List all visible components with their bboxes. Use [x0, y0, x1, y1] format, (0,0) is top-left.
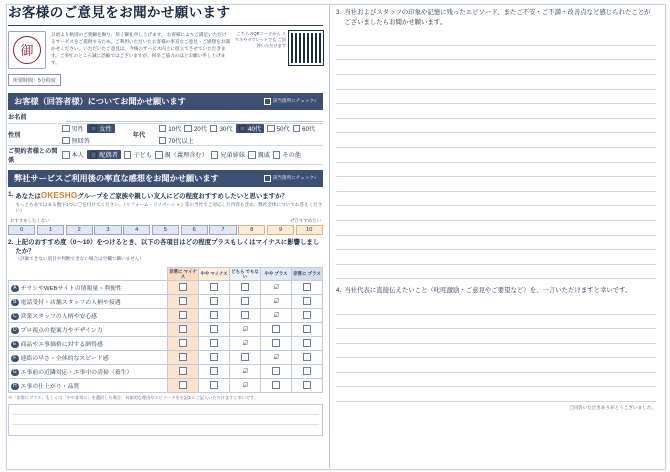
option-label: 女性: [99, 125, 112, 133]
row-label: チラシやWEBサイトの情報量・利便性: [20, 285, 122, 292]
checkbox-icon: [210, 381, 218, 389]
customer-section-heading: [8, 93, 323, 110]
question-2-head: [8, 239, 323, 263]
answer-line[interactable]: [336, 236, 656, 251]
answer-line[interactable]: [336, 163, 656, 178]
question-1-sub: もっともあてはまる数字1つに◯を付けてください。（リフォーム・リノベーション等の当社でご対応した内容も含め、弊社全体についてお答えください）: [15, 201, 323, 214]
checkbox-icon: [241, 353, 249, 361]
qr-label: こちらのQRコードから スマホやタブレットでも ご回答いただけます: [234, 30, 286, 49]
answer-line[interactable]: [336, 148, 656, 163]
option-gender-female[interactable]: [87, 124, 115, 133]
question-4-text: 当社代表に直接伝えたいこと（叱咤激励・ご意見やご要望など）を、一言いただけますと幸いです。: [344, 287, 632, 295]
cell-e-4[interactable]: [261, 337, 292, 351]
question-4: [336, 286, 656, 296]
cell-g-1[interactable]: [168, 365, 199, 379]
cell-a-1[interactable]: [168, 281, 199, 295]
option-label: 親戚: [257, 152, 270, 160]
cell-b-5[interactable]: [292, 295, 323, 309]
answer-line[interactable]: [336, 265, 656, 280]
cell-d-2[interactable]: [199, 323, 230, 337]
customer-section-note: [264, 98, 317, 105]
row-label: 電話受付・店舗スタッフの人柄や接遇: [20, 299, 121, 306]
nps-scale: [8, 218, 323, 235]
question-2-text-wrap: [15, 239, 323, 263]
cell-d-3[interactable]: [230, 323, 261, 337]
qr-block: [234, 31, 323, 69]
answer-line[interactable]: [336, 60, 656, 75]
answer-line[interactable]: [336, 90, 656, 105]
cell-b-4[interactable]: [261, 295, 292, 309]
option-label: 兄弟姉妹: [220, 152, 246, 160]
option-age-10s[interactable]: [159, 124, 182, 133]
cell-e-3[interactable]: [230, 337, 261, 351]
checkbox-icon: [303, 283, 311, 291]
field-gender-options: [62, 124, 133, 145]
field-name-row: [8, 110, 323, 124]
question-1-text: [15, 191, 323, 215]
checkbox-icon: [179, 367, 187, 375]
intro-block: [8, 31, 323, 69]
col-very-positive: 非常に プラス: [292, 267, 323, 280]
cell-c-3[interactable]: [230, 309, 261, 323]
answer-line[interactable]: [336, 315, 656, 330]
checkbox-icon: [179, 381, 187, 389]
field-relation-options: [62, 150, 323, 159]
question-3: [336, 8, 656, 27]
answer-line[interactable]: [336, 177, 656, 192]
checkbox-checked-icon: [90, 125, 98, 133]
checkbox-icon: [210, 283, 218, 291]
checkbox-icon: [293, 125, 301, 133]
cell-a-2[interactable]: [199, 281, 230, 295]
option-relation-spouse[interactable]: [87, 150, 121, 159]
nps-option-5[interactable]: 5: [152, 225, 179, 235]
option-gender-noanswer[interactable]: [62, 136, 90, 145]
cell-g-3[interactable]: [230, 365, 261, 379]
right-column: [336, 8, 656, 411]
col-very-negative: 非常に マイナス: [169, 268, 197, 279]
cell-a-5[interactable]: [292, 281, 323, 295]
checkbox-icon: [159, 137, 167, 145]
cell-f-2[interactable]: [199, 351, 230, 365]
page-fold-divider: [329, 4, 330, 468]
row-label: エ事の仕上がり・品質: [20, 383, 80, 390]
row-label: エ事前の近隣対応・エ事中の清掃（養生）: [20, 369, 133, 376]
row-label: プロ視点の提案力やデザイン力: [20, 327, 103, 334]
checkbox-icon: [62, 125, 70, 133]
option-age-40s[interactable]: [236, 124, 265, 133]
cell-f-3[interactable]: [230, 351, 261, 365]
checkbox-icon: [264, 98, 271, 105]
intro-text: 日頃より格別のご愛顧を賜り、厚く御礼申し上げます。 お客様によりご満足いただけるサービスをご提供するため、ご利用いただいたお客様の率直なご意見・ご感想をお聞かせください。いただいたご意見は、今後のサービス向上に役立てさせていただきます。ご多忙のところ誠に恐縮ではございますが、何卒ご協力のほどお願い申し上げます。: [51, 31, 230, 66]
option-relation-parent[interactable]: [155, 150, 208, 159]
answer-line[interactable]: [336, 104, 656, 119]
option-label: 無回答: [71, 137, 91, 145]
cell-e-2[interactable]: [199, 337, 230, 351]
checkbox-icon: [184, 125, 192, 133]
question-2-sub: （評価できない項目や判断できない場合は空欄で構いません）: [15, 256, 144, 262]
nps-option-7[interactable]: 7: [209, 225, 236, 235]
table-row: [9, 281, 323, 295]
customer-section-note-label: 該当箇所にチェック✓: [272, 98, 317, 104]
time-badge: 所要時間：5分程度: [8, 74, 61, 86]
checkbox-icon: [62, 137, 70, 145]
question-1: [8, 191, 323, 235]
field-relation-label: ご契約者様との関係: [8, 147, 58, 164]
question-1-head: [8, 191, 323, 215]
col-somewhat-negative: やや マイナス: [199, 267, 230, 280]
nps-option-1[interactable]: 1: [37, 225, 64, 235]
question-2: [8, 239, 323, 401]
row-key-badge: D: [12, 326, 17, 333]
nps-option-3[interactable]: 3: [94, 225, 121, 235]
row-label: 営業スタッフの人柄や安心感: [20, 313, 98, 320]
checkbox-icon: [303, 339, 311, 347]
cell-a-3[interactable]: [230, 281, 261, 295]
field-gender-label: 性別: [8, 131, 21, 139]
answer-line[interactable]: [336, 344, 656, 359]
row-d-label: [9, 323, 168, 337]
table-row: [9, 309, 323, 323]
checkbox-icon: [248, 151, 256, 159]
option-label: 60代: [302, 125, 316, 133]
option-label: 親（義理含む）: [164, 152, 208, 160]
row-key-badge: C: [12, 312, 17, 319]
question-1-number: 1.: [8, 190, 14, 198]
table-row: [9, 337, 323, 351]
checkbox-icon: [272, 381, 280, 389]
question-3-number: 3.: [336, 9, 342, 16]
cell-e-5[interactable]: [292, 337, 323, 351]
option-label: 20代: [193, 125, 207, 133]
checkbox-icon: [179, 339, 187, 347]
option-label: 30代: [219, 125, 233, 133]
option-gender-male[interactable]: [62, 124, 84, 133]
checkbox-icon: [273, 151, 281, 159]
service-section-note-label: 該当箇所にチェック✓: [272, 175, 317, 181]
table-row: [9, 379, 323, 393]
left-comment-box[interactable]: [8, 404, 323, 436]
answer-line[interactable]: [336, 250, 656, 265]
cell-h-4[interactable]: [261, 379, 292, 393]
checkbox-icon: [179, 353, 187, 361]
checkbox-icon: [179, 311, 187, 319]
check-mark-icon: ☑: [273, 298, 279, 305]
field-relation-row: [8, 146, 323, 165]
question-1-text-before: あなたは: [15, 192, 41, 200]
checkbox-icon: [179, 283, 187, 291]
cell-d-4[interactable]: [261, 323, 292, 337]
checkbox-icon: [303, 381, 311, 389]
answer-line[interactable]: [336, 31, 656, 46]
cell-a-4[interactable]: [261, 281, 292, 295]
customer-section-title: お客様（回答者様）についてお聞かせ願います: [14, 96, 186, 106]
question-1-text-after: グループをご家族や親しい友人にどの程度おすすめしたいと思いますか？: [77, 192, 288, 200]
table-header-row: [9, 267, 323, 280]
nps-option-0[interactable]: 0: [8, 225, 35, 235]
answer-line[interactable]: [336, 358, 656, 373]
page-title: お客様のご意見をお聞かせ願います: [8, 5, 231, 20]
cell-h-5[interactable]: [292, 379, 323, 393]
checkbox-checked-icon: [239, 125, 247, 133]
cell-f-4[interactable]: [261, 351, 292, 365]
option-label: 10代: [168, 125, 182, 133]
cell-d-5[interactable]: [292, 323, 323, 337]
checkbox-icon: [264, 175, 271, 182]
row-label: 連絡の早さ・全体的なスピード感: [20, 355, 109, 362]
checkbox-icon: [241, 283, 249, 291]
row-key-badge: F: [11, 355, 19, 363]
cell-b-2[interactable]: [199, 295, 230, 309]
option-label: その他: [282, 152, 301, 160]
cell-d-1[interactable]: [168, 323, 199, 337]
row-key-badge: H: [12, 382, 17, 389]
seal-icon: 御: [13, 36, 41, 64]
row-key-badge: A: [11, 285, 19, 293]
cell-c-1[interactable]: [168, 309, 199, 323]
cell-f-1[interactable]: [168, 351, 199, 365]
col-neutral: どちら でもない: [231, 268, 259, 279]
checkbox-icon: [210, 339, 218, 347]
cell-h-1[interactable]: [168, 379, 199, 393]
question-2-text: 上記のおすすめ度（0～10）をつけるとき、以下の各項目はどの程度プラスもしくはマイナスに影響しましたか？: [15, 238, 320, 255]
check-mark-icon: ☑: [242, 382, 248, 389]
option-relation-relative[interactable]: [248, 150, 270, 159]
option-label: 70代以上: [168, 137, 194, 145]
checkbox-icon: [179, 325, 187, 333]
check-mark-icon: ☑: [273, 354, 279, 361]
question-4-answer-area[interactable]: [336, 300, 656, 402]
question-2-footnote: ※「非常にプラス」もしくは「やや非常に」を選択した場合、具体的な理由やエピソードを右記3.にご記入いただけますと幸いです。: [8, 395, 259, 401]
cell-h-3[interactable]: [230, 379, 261, 393]
answer-line[interactable]: [336, 221, 656, 236]
checkbox-icon: [210, 125, 218, 133]
brand-name: OKESHO: [40, 190, 78, 200]
answer-line[interactable]: [336, 373, 656, 388]
checkbox-icon: [303, 353, 311, 361]
answer-line[interactable]: [336, 119, 656, 134]
cell-g-4[interactable]: [261, 365, 292, 379]
impact-rating-table: [8, 267, 323, 393]
checkbox-icon: [272, 339, 280, 347]
table-body: [9, 281, 323, 393]
answer-line[interactable]: [336, 300, 656, 315]
customer-fields: [8, 110, 323, 165]
option-age-30s[interactable]: [210, 124, 233, 133]
cell-c-2[interactable]: [199, 309, 230, 323]
nps-option-9[interactable]: 9: [267, 225, 294, 235]
question-3-text: 当社およびスタッフの印象や記憶に残ったエピソード、またご不安・ご不満・改善点など感じられたことがございましたらお聞かせ願います。: [344, 9, 651, 26]
question-4-number: 4.: [336, 287, 342, 295]
thanks-note: ご回答いただきありがとうございました。: [568, 405, 656, 411]
checkbox-icon: [124, 151, 132, 159]
row-e-label: [9, 337, 168, 351]
checkbox-checked-icon: [90, 151, 98, 159]
cell-g-5[interactable]: [292, 365, 323, 379]
row-label: 商品やエ事価格に対する納得感: [20, 341, 103, 348]
checkbox-icon: [159, 125, 167, 133]
table-row: [9, 351, 323, 365]
row-h-label: [9, 379, 168, 393]
cell-f-5[interactable]: [292, 351, 323, 365]
answer-line[interactable]: [336, 387, 656, 402]
row-f-label: [9, 351, 168, 365]
option-label: 配偶者: [99, 152, 118, 160]
field-age-label: 年代: [132, 131, 146, 139]
checkbox-icon: [179, 297, 187, 305]
nps-option-4[interactable]: 4: [123, 225, 150, 235]
answer-line[interactable]: [336, 133, 656, 148]
table-row: [9, 295, 323, 309]
option-label: 40代: [248, 125, 262, 133]
check-mark-icon: ☑: [242, 368, 248, 375]
service-section-heading: [8, 170, 323, 187]
nps-option-10[interactable]: 10: [296, 225, 323, 235]
checkbox-icon: [267, 125, 275, 133]
nps-scale-labels: [8, 218, 323, 225]
cell-g-2[interactable]: [199, 365, 230, 379]
cell-c-4[interactable]: [261, 309, 292, 323]
nps-option-2[interactable]: 2: [66, 225, 93, 235]
checkbox-icon: [303, 367, 311, 375]
checkbox-icon: [303, 325, 311, 333]
answer-line[interactable]: [336, 75, 656, 90]
field-name-label: お名前: [8, 113, 27, 121]
checkbox-icon: [210, 325, 218, 333]
checkbox-icon: [303, 297, 311, 305]
service-section-title: 弊社サービスご利用後の率直な感想をお聞かせ願います: [14, 173, 219, 183]
nps-right-label: ぜひすすめたい: [290, 217, 321, 223]
option-age-60s[interactable]: [293, 124, 316, 133]
option-relation-self[interactable]: [62, 150, 84, 159]
company-stamp-box: [8, 31, 46, 69]
col-somewhat-positive: やや プラス: [261, 267, 292, 280]
checkbox-icon: [155, 151, 163, 159]
left-column: [8, 6, 323, 436]
option-relation-other[interactable]: [273, 150, 301, 159]
cell-b-3[interactable]: [230, 295, 261, 309]
answer-line[interactable]: [336, 329, 656, 344]
check-mark-icon: ☑: [242, 340, 248, 347]
row-b-label: [9, 295, 168, 309]
checkbox-icon: [272, 325, 280, 333]
table-row: [9, 365, 323, 379]
qr-code-icon[interactable]: [289, 31, 323, 65]
title-block: [8, 6, 323, 26]
option-relation-child[interactable]: [124, 150, 152, 159]
table-row: [9, 323, 323, 337]
option-age-20s[interactable]: [184, 124, 207, 133]
check-mark-icon: ☑: [273, 312, 279, 319]
option-relation-sibling[interactable]: [211, 150, 245, 159]
field-name-input[interactable]: [66, 111, 323, 122]
checkbox-icon: [210, 367, 218, 375]
answer-line[interactable]: [336, 192, 656, 207]
checkbox-icon: [210, 353, 218, 361]
option-label: 50代: [276, 125, 290, 133]
row-c-label: [9, 309, 168, 323]
checkbox-icon: [241, 311, 249, 319]
option-age-50s[interactable]: [267, 124, 290, 133]
cell-b-1[interactable]: [168, 295, 199, 309]
answer-line[interactable]: [336, 46, 656, 61]
field-gender-row: [8, 124, 323, 146]
checkbox-icon: [241, 297, 249, 305]
cell-c-5[interactable]: [292, 309, 323, 323]
check-mark-icon: ☑: [273, 284, 279, 291]
row-key-badge: E: [11, 341, 19, 349]
checkbox-icon: [272, 367, 280, 375]
question-3-answer-area[interactable]: [336, 31, 656, 279]
checkbox-icon: [211, 151, 219, 159]
row-key-badge: G: [12, 368, 17, 375]
nps-scale-row: [8, 225, 323, 235]
service-section-note: [264, 175, 317, 182]
checkbox-icon: [210, 311, 218, 319]
row-g-label: [9, 365, 168, 379]
check-mark-icon: ☑: [242, 326, 248, 333]
option-label: 本人: [71, 152, 84, 160]
checkbox-icon: [62, 151, 70, 159]
cell-e-1[interactable]: [168, 337, 199, 351]
nps-left-label: おすすめしたくない: [10, 217, 50, 223]
cell-h-2[interactable]: [199, 379, 230, 393]
option-label: 男性: [71, 125, 84, 133]
row-a-label: [9, 281, 168, 295]
question-2-number: 2.: [8, 238, 14, 246]
answer-line[interactable]: [336, 206, 656, 221]
row-key-badge: B: [11, 299, 19, 307]
option-age-70plus[interactable]: [159, 136, 194, 145]
checkbox-icon: [210, 297, 218, 305]
nps-option-8[interactable]: 8: [238, 225, 265, 235]
nps-option-6[interactable]: 6: [181, 225, 208, 235]
option-label: 子ども: [133, 152, 152, 160]
checkbox-icon: [303, 311, 311, 319]
field-age-options: [159, 124, 323, 145]
